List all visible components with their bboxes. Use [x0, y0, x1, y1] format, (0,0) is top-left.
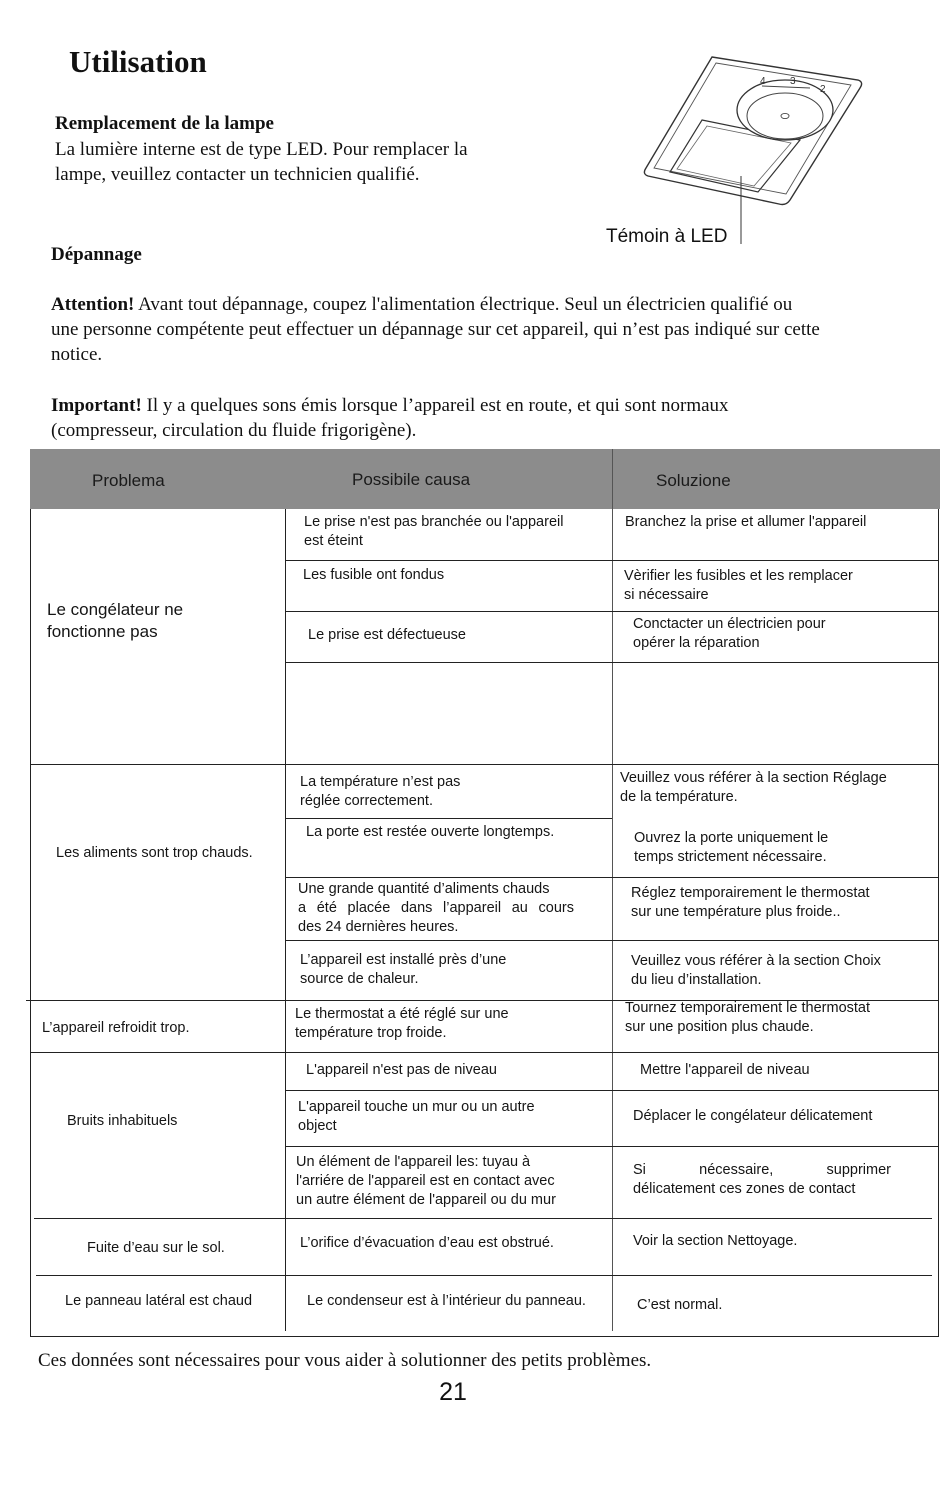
solution-cell: Tournez temporairement le thermostat sur une position plus chaude.	[625, 1000, 870, 1035]
dial-number: 4	[760, 76, 766, 87]
row-line	[285, 1218, 612, 1219]
row-line	[285, 877, 612, 878]
page-title: Utilisation	[69, 44, 207, 79]
troubleshooting-table	[30, 449, 940, 1337]
solution-cell: Vèrifier les fusibles et les remplacer si nécessaire	[624, 568, 853, 603]
important-line-2: (compresseur, circulation du fluide frigorigène).	[51, 420, 417, 441]
lamp-section-title: Remplacement de la lampe	[55, 113, 274, 134]
problem-cell: L’appareil refroidit trop.	[42, 1020, 190, 1036]
row-line	[285, 1052, 612, 1053]
row-line	[612, 1275, 932, 1276]
cause-cell: Une grande quantité d’aliments chauds a été placée dans l’appareil au cours des 24 dernières heures.	[298, 881, 574, 935]
solution-cell: Réglez temporairement le thermostat sur une température plus froide..	[631, 885, 870, 920]
table-divider	[612, 449, 613, 1331]
header-cause: Possibile causa	[352, 470, 471, 489]
row-line	[285, 764, 612, 765]
cause-cell: La température n’est pas réglée correctement.	[300, 774, 461, 809]
cause-cell: Le thermostat a été réglé sur une température trop froide.	[295, 1006, 509, 1041]
solution-cell: Conctacter un électricien pour opérer la réparation	[633, 616, 826, 651]
header-solution: Soluzione	[656, 471, 731, 490]
row-line	[612, 1218, 932, 1219]
cause-cell: Le condenseur est à l’intérieur du panneau.	[307, 1293, 586, 1309]
row-line	[612, 1090, 938, 1091]
table-border	[938, 509, 939, 1337]
attention-paragraph	[51, 292, 820, 367]
row-line	[612, 560, 938, 561]
table-bottom-line	[30, 1336, 939, 1337]
attention-line-1: Avant tout dépannage, coupez l'alimentation électrique. Seul un électricien qualifié ou	[134, 294, 793, 315]
dial-number: 3	[790, 76, 796, 87]
table-header	[30, 449, 940, 509]
important-label: Important!	[51, 395, 142, 416]
row-line	[30, 764, 285, 765]
solution-cell: Voir la section Nettoyage.	[633, 1233, 798, 1249]
row-line	[36, 1275, 285, 1276]
cause-cell: Les fusible ont fondus	[303, 567, 445, 583]
header-problem: Problema	[92, 471, 165, 490]
row-line	[285, 1146, 612, 1147]
row-line	[612, 764, 938, 765]
problem-cell: Le panneau latéral est chaud	[65, 1293, 253, 1309]
table-border	[30, 509, 31, 1337]
lamp-text-line-1: La lumière interne est de type LED. Pour remplacer la	[55, 139, 468, 160]
attention-line-3: notice.	[51, 344, 103, 365]
page-number: 21	[439, 1378, 467, 1406]
problem-cell: Bruits inhabituels	[67, 1113, 178, 1129]
row-line	[612, 877, 938, 878]
row-line	[30, 1052, 285, 1053]
cause-cell: Le prise n'est pas branchée ou l'appareil est éteint	[304, 514, 564, 549]
footer-note: Ces données sont nécessaires pour vous aider à solutionner des petits problèmes.	[38, 1350, 652, 1371]
problem-cell: Fuite d’eau sur le sol.	[87, 1240, 225, 1256]
solution-cell: C’est normal.	[637, 1297, 723, 1313]
row-line	[612, 940, 938, 941]
led-lamp-illustration	[640, 52, 870, 252]
problem-cell: Le congélateur ne fonctionne pas	[47, 600, 184, 641]
cause-cell: Le prise est défectueuse	[308, 627, 466, 643]
dial-number: 2	[820, 84, 826, 95]
problem-cell: Les aliments sont trop chauds.	[56, 845, 253, 861]
cause-cell: L’orifice d’évacuation d’eau est obstrué.	[300, 1235, 554, 1251]
row-line	[285, 611, 612, 612]
lamp-section-text	[55, 137, 468, 187]
solution-cell: Veuillez vous référer à la section Réglage de la température.	[620, 770, 887, 805]
row-line	[285, 560, 612, 561]
row-line	[34, 1218, 285, 1219]
cause-cell: L'appareil touche un mur ou un autre object	[298, 1099, 535, 1134]
row-line	[285, 1000, 612, 1001]
attention-line-2: une personne compétente peut effectuer un dépannage sur cet appareil, qui n’est pas indiqué sur cette	[51, 319, 820, 340]
row-line	[612, 611, 938, 612]
cause-cell: L’appareil est installé près d’une source de chaleur.	[300, 952, 507, 987]
row-line	[612, 1146, 938, 1147]
row-line	[612, 662, 938, 663]
troubleshooting-title: Dépannage	[51, 244, 142, 265]
cause-cell: Un élément de l'appareil les: tuyau à l'arriére de l'appareil est en contact avec un autre élément de l'appareil ou du mur	[296, 1154, 556, 1208]
cause-cell: L'appareil n'est pas de niveau	[306, 1062, 497, 1078]
solution-cell: Déplacer le congélateur délicatement	[633, 1108, 873, 1124]
table-divider	[285, 509, 286, 1331]
row-line	[285, 1275, 612, 1276]
solution-cell: Si nécessaire, supprimer délicatement ces zones de contact	[633, 1162, 891, 1197]
important-line-1: Il y a quelques sons émis lorsque l’appareil est en route, et qui sont normaux	[141, 395, 729, 416]
row-line	[285, 662, 612, 663]
row-line	[285, 818, 612, 819]
row-line	[285, 1090, 612, 1091]
led-indicator-label: Témoin à LED	[606, 226, 728, 247]
solution-cell: Branchez la prise et allumer l'appareil	[625, 514, 867, 530]
solution-cell: Ouvrez la porte uniquement le temps strictement nécessaire.	[634, 830, 829, 865]
lamp-text-line-2: lampe, veuillez contacter un technicien qualifié.	[55, 164, 420, 185]
attention-label: Attention!	[51, 294, 135, 315]
solution-cell: Mettre l'appareil de niveau	[640, 1062, 810, 1078]
row-line	[285, 940, 612, 941]
row-line	[612, 1052, 938, 1053]
solution-cell: Veuillez vous référer à la section Choix du lieu d’installation.	[631, 953, 881, 988]
row-line	[26, 1000, 285, 1001]
important-paragraph	[51, 393, 729, 443]
cause-cell: La porte est restée ouverte longtemps.	[306, 824, 555, 840]
